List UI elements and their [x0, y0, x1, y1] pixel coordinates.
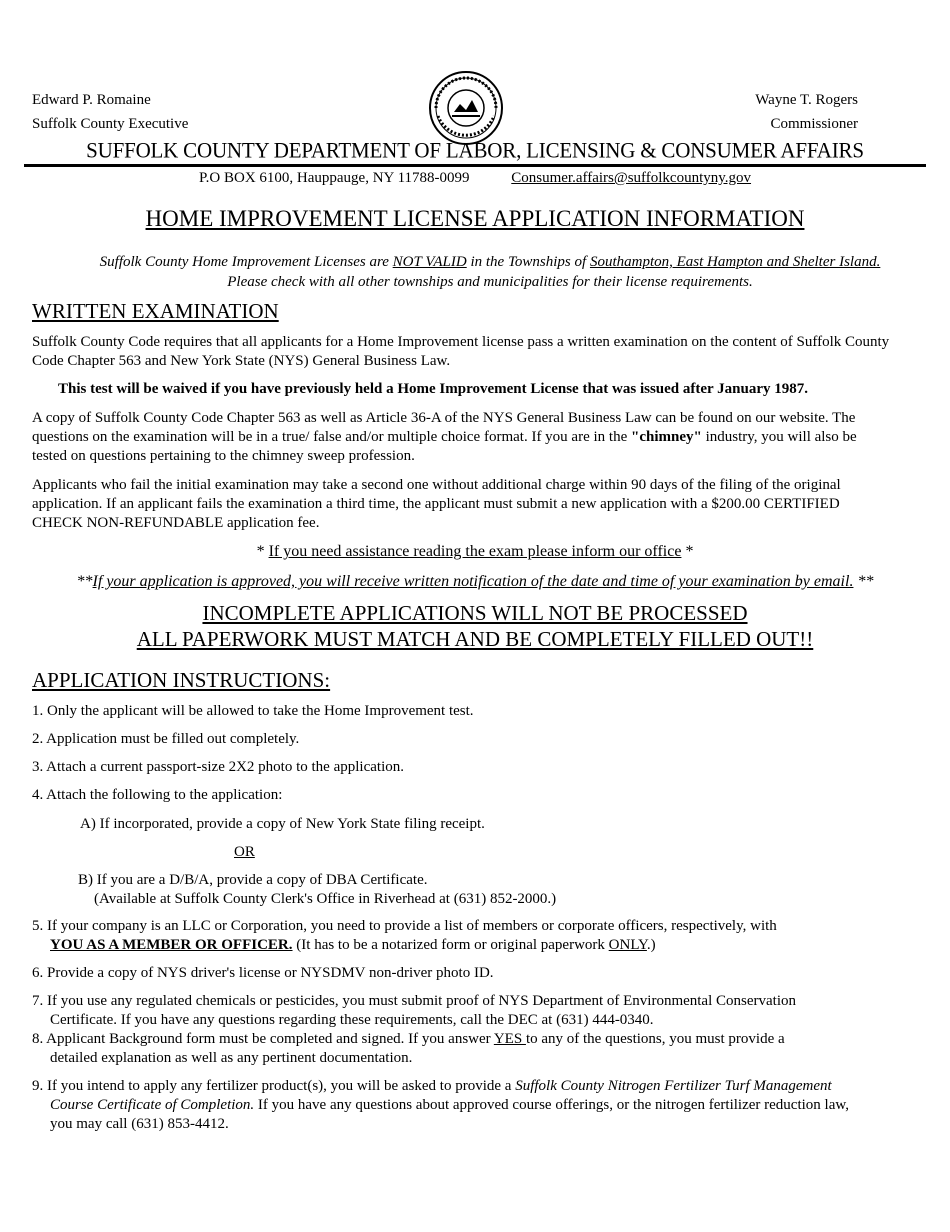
not-valid-text: NOT VALID	[392, 254, 467, 270]
stars-post: **	[853, 573, 874, 590]
assistance-line	[0, 543, 950, 561]
only-text: ONLY	[608, 937, 647, 953]
instruction-7-line-2: Certificate. If you have any questions regarding these requirements, call the DEC at (631) 444-0340.	[50, 1012, 654, 1028]
exam-paragraph-1: Suffolk County Code requires that all applicants for a Home Improvement license pass a written examination on the content of Suffolk County Code Chapter 563 and New York State (NYS) General Business Law.	[32, 334, 890, 369]
instruction-9-line-3: you may call (631) 853-4412.	[50, 1116, 229, 1132]
contact-line	[0, 170, 950, 187]
instruction-9-line-2	[32, 1096, 912, 1115]
instruction-9-line-1	[32, 1077, 912, 1096]
approval-line	[0, 573, 950, 591]
county-seal-icon	[428, 70, 504, 146]
department-name: SUFFOLK COUNTY DEPARTMENT OF LABOR, LICENSING & CONSUMER AFFAIRS	[86, 137, 864, 163]
commissioner-title: Commissioner	[770, 116, 858, 132]
executive-title: Suffolk County Executive	[32, 116, 189, 132]
commissioner-block	[755, 88, 858, 136]
instruction-5-end: .)	[646, 937, 656, 953]
instruction-9	[32, 1077, 912, 1134]
email-link[interactable]: Consumer.affairs@suffolkcountyny.gov	[511, 170, 752, 186]
chimney-text: "chimney"	[631, 429, 702, 445]
instruction-5-text: (It has to be a notarized form or original paperwork	[292, 937, 609, 953]
approval-text: If your application is approved, you will receive written notification of the date and time of your examination by email.	[92, 573, 854, 590]
county-executive-block	[32, 88, 188, 136]
instruction-8-line-2: detailed explanation as well as any pertinent documentation.	[50, 1050, 413, 1066]
yes-text: YES	[493, 1031, 526, 1047]
townships-text: Southampton, East Hampton and Shelter Island.	[589, 254, 881, 270]
exam-p2-text-2: industry, you will also be tested on questions pertaining to the chimney sweep profession.	[32, 429, 857, 464]
instruction-8-line-1	[32, 1030, 892, 1049]
notice-line-2: Please check with all other townships and municipalities for their license requirements.	[227, 274, 753, 290]
exam-p2-text: A copy of Suffolk County Code Chapter 563 as well as Article 36-A of the NYS General Business Law can be found on our website. The questions on the examination will be in a true/ false and/or multiple choice format. If you are in the	[32, 410, 856, 445]
instruction-7	[32, 992, 892, 1030]
instruction-5	[32, 917, 892, 955]
certificate-name-2: Course Certificate of Completion.	[50, 1097, 255, 1113]
township-notice	[40, 252, 940, 292]
stars-pre: **	[76, 573, 93, 590]
instruction-9-text: 9. If you intend to apply any fertilizer product(s), you will be asked to provide a	[32, 1078, 516, 1094]
mailing-address: P.O BOX 6100, Hauppauge, NY 11788-0099	[198, 170, 470, 186]
instruction-6: 6. Provide a copy of NYS driver's license or NYSDMV non-driver photo ID.	[32, 965, 494, 981]
or-text: OR	[234, 844, 255, 860]
instruction-3: 3. Attach a current passport-size 2X2 photo to the application.	[32, 759, 404, 775]
instruction-7-line-1: 7. If you use any regulated chemicals or pesticides, you must submit proof of NYS Department of Environmental Conservation	[32, 993, 796, 1009]
instruction-5-line-1: 5. If your company is an LLC or Corporation, you need to provide a list of members or corporate officers, respectively, with	[32, 918, 777, 934]
header-divider	[24, 164, 926, 167]
written-exam-heading: WRITTEN EXAMINATION	[32, 299, 279, 323]
instruction-4a: A) If incorporated, provide a copy of New York State filing receipt.	[80, 816, 485, 832]
instructions-heading: APPLICATION INSTRUCTIONS:	[32, 668, 331, 692]
warning-line-1: INCOMPLETE APPLICATIONS WILL NOT BE PROCESSED	[202, 601, 748, 625]
instruction-4b-detail: (Available at Suffolk County Clerk's Office in Riverhead at (631) 852-2000.)	[94, 891, 557, 907]
commissioner-name: Wayne T. Rogers	[755, 92, 858, 108]
instruction-8-text-2: to any of the questions, you must provide a	[525, 1031, 785, 1047]
assistance-text: If you need assistance reading the exam please inform our office	[268, 543, 682, 560]
instruction-9-text-2: If you have any questions about approved course offerings, or the nitrogen fertilizer reduction law,	[254, 1097, 849, 1113]
member-officer-text: YOU AS A MEMBER OR OFFICER.	[50, 937, 293, 953]
instruction-8-text: 8. Applicant Background form must be completed and signed. If you answer	[32, 1031, 494, 1047]
exam-paragraph-3: Applicants who fail the initial examination may take a second one without additional charge within 90 days of the filing of the original application. If an applicant fails the examination a third time, the applicant must submit a new application with a $200.00 CERTIFIED CHECK NON-REFUNDABLE application fee.	[32, 477, 841, 531]
instruction-4: 4. Attach the following to the application:	[32, 787, 283, 803]
star: *	[256, 543, 269, 560]
notice-text-2: in the Townships of	[466, 254, 590, 270]
instruction-5-line-2	[32, 936, 892, 955]
star-end: *	[681, 543, 694, 560]
instruction-4b: B) If you are a D/B/A, provide a copy of DBA Certificate.	[78, 872, 428, 888]
certificate-name: Suffolk County Nitrogen Fertilizer Turf Management	[515, 1078, 832, 1094]
warning-line-2: ALL PAPERWORK MUST MATCH AND BE COMPLETELY FILLED OUT!!	[136, 627, 814, 651]
instruction-8	[32, 1030, 892, 1068]
document-title: HOME IMPROVEMENT LICENSE APPLICATION INFORMATION	[145, 206, 805, 231]
instruction-2: 2. Application must be filled out completely.	[32, 731, 300, 747]
notice-text: Suffolk County Home Improvement Licenses are	[99, 254, 393, 270]
exam-paragraph-2	[32, 409, 892, 466]
waiver-text: This test will be waived if you have previously held a Home Improvement License that was issued after January 1987.	[58, 381, 809, 397]
executive-name: Edward P. Romaine	[32, 92, 151, 108]
instruction-1: 1. Only the applicant will be allowed to take the Home Improvement test.	[32, 703, 474, 719]
